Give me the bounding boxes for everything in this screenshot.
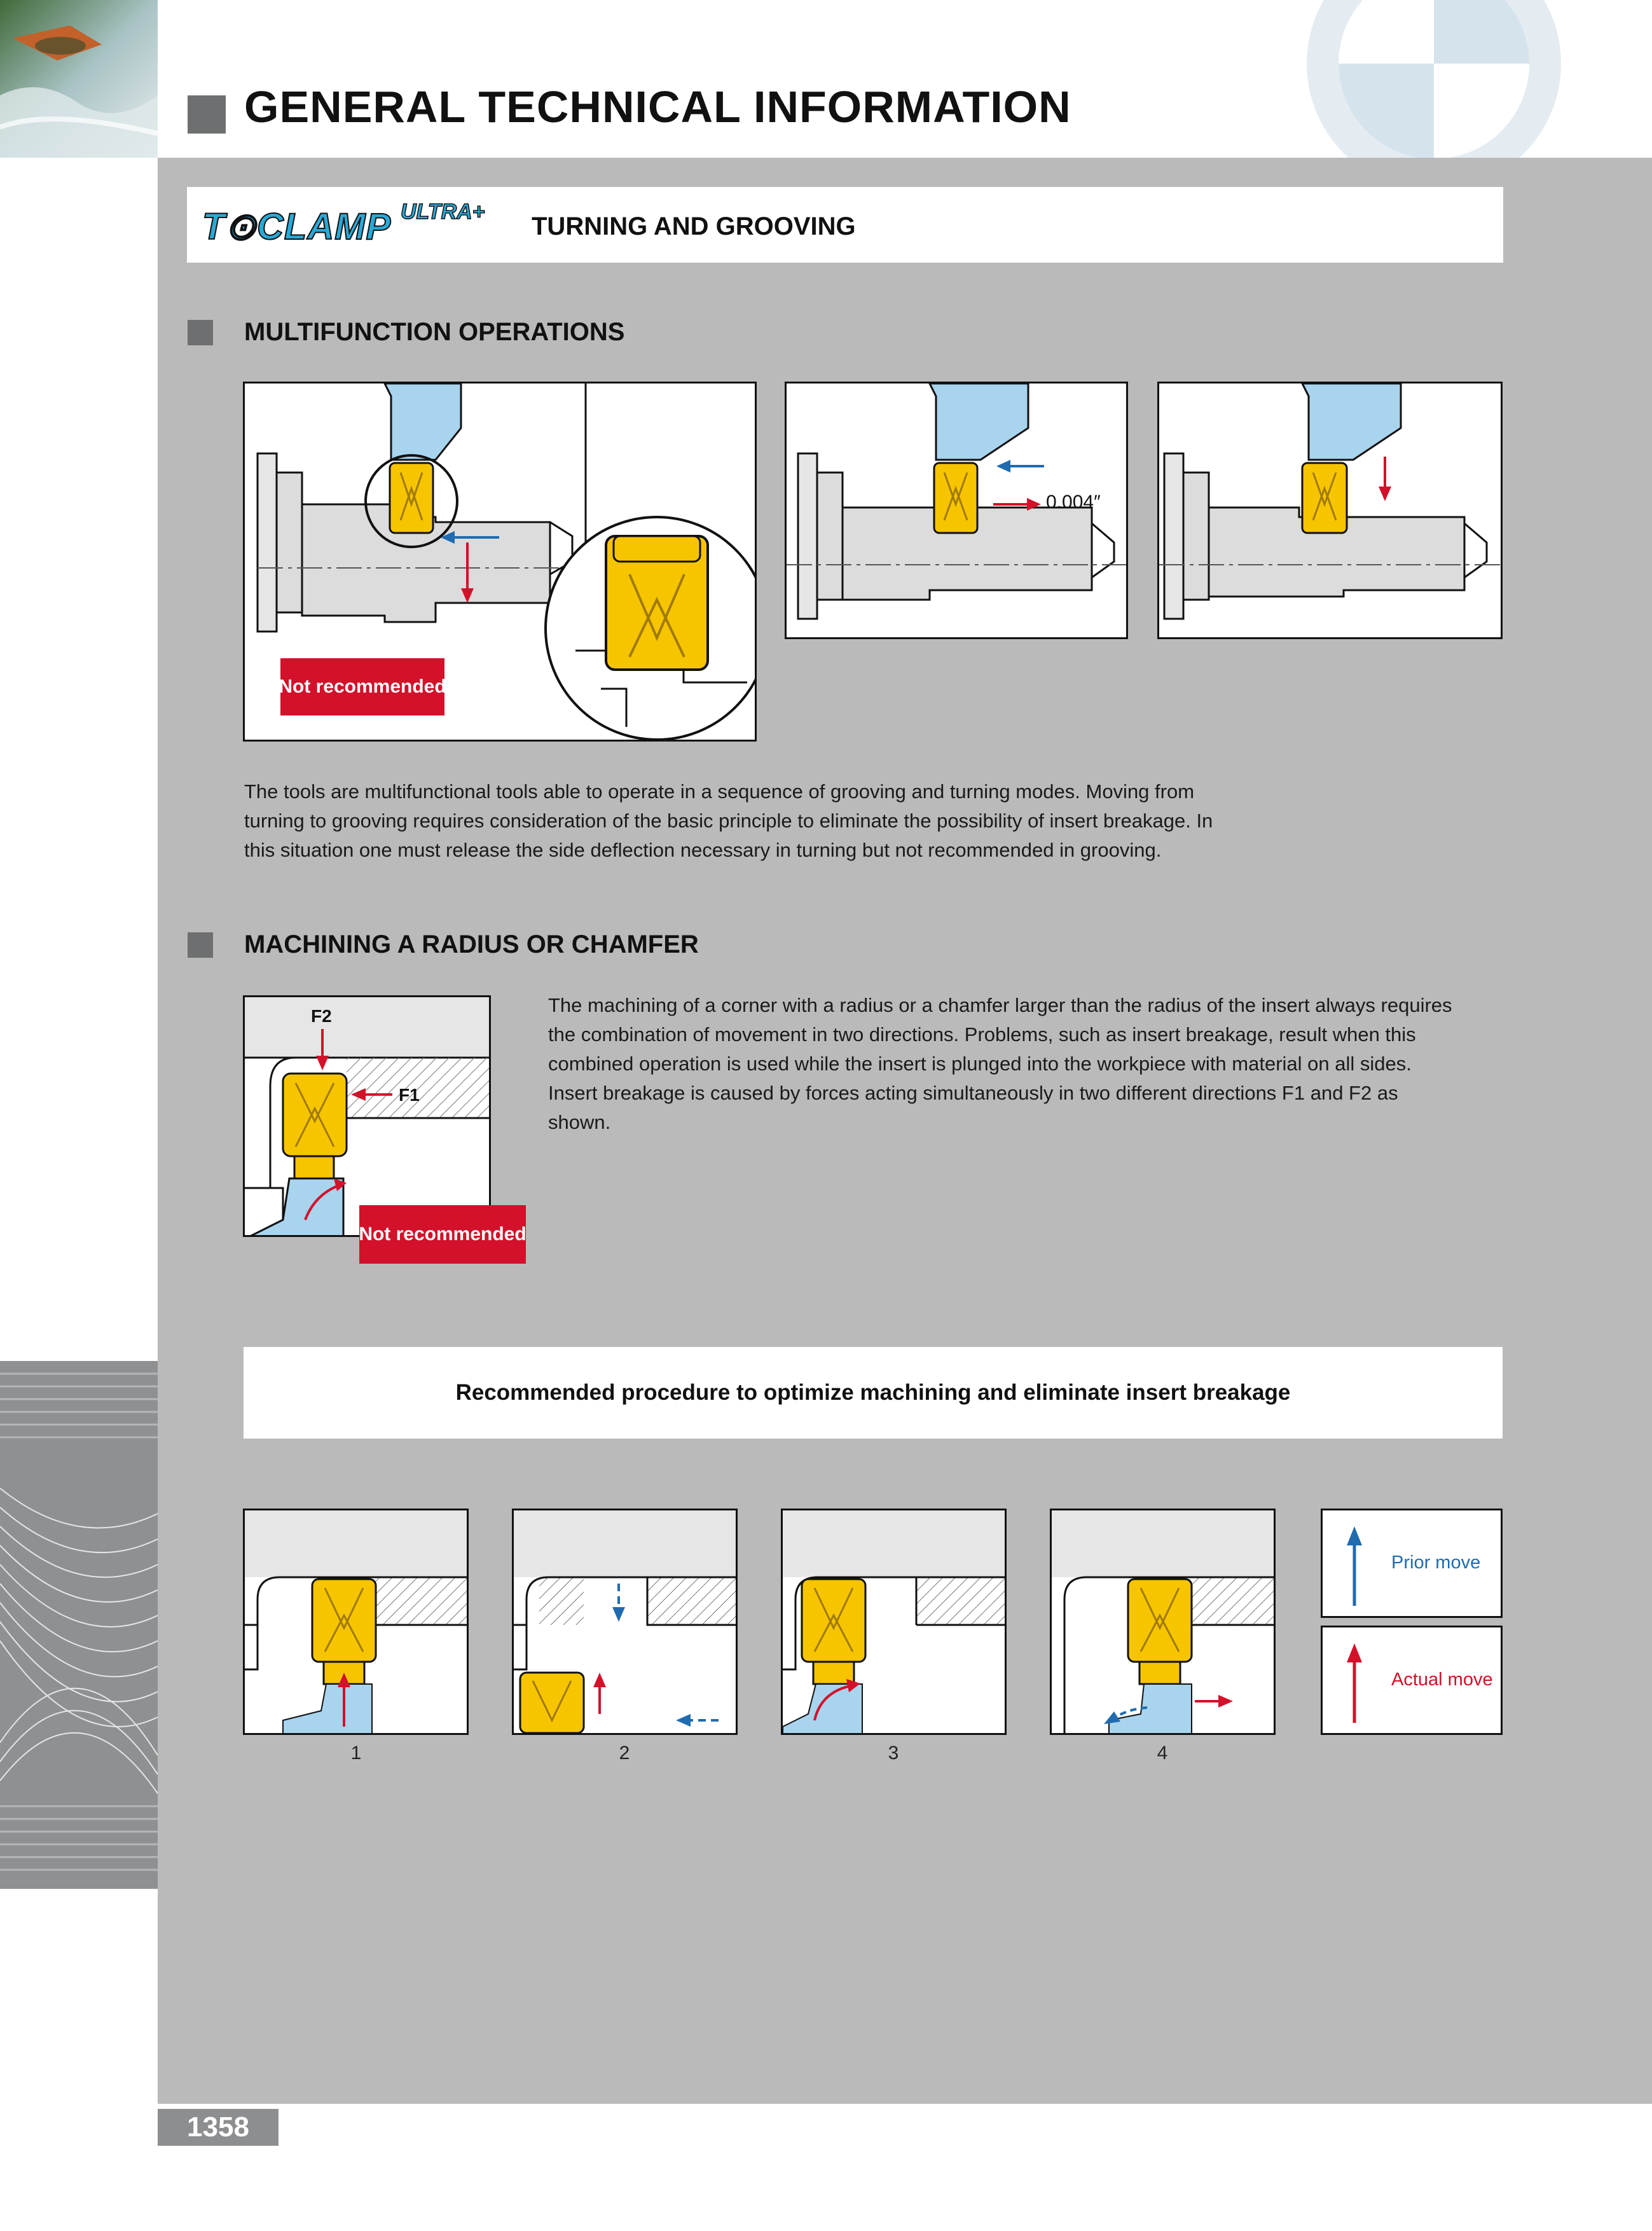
force-label-f1: F1 bbox=[399, 1085, 420, 1105]
step-number-4: 4 bbox=[1157, 1743, 1168, 1764]
step-number-1: 1 bbox=[350, 1743, 362, 1764]
force-label-f2: F2 bbox=[311, 1006, 332, 1026]
section-title-radius: MACHINING A RADIUS OR CHAMFER bbox=[244, 930, 699, 958]
not-recommended-badge: Not recommended bbox=[359, 1205, 526, 1264]
side-wave-graphic bbox=[0, 1361, 158, 1889]
legend-prior-label: Prior move bbox=[1391, 1552, 1481, 1573]
legend-actual-label: Actual move bbox=[1391, 1669, 1493, 1690]
section-title-multifunction: MULTIFUNCTION OPERATIONS bbox=[244, 318, 625, 346]
logo-superscript: ULTRA+ bbox=[401, 200, 485, 224]
section-square-marker bbox=[188, 320, 213, 345]
header-photo bbox=[0, 0, 158, 158]
banner-subtitle: TURNING AND GROOVING bbox=[532, 212, 856, 240]
paragraph-multifunction: The tools are multifunctional tools able to operate in a sequence of grooving and turning modes. Moving from turning to grooving requires consideration of the basic principle to eliminate the possibility of insert breakage. In this situation one must release the side deflection necessary in turning but not recommended in grooving. bbox=[244, 780, 1213, 861]
step-diagram-4 bbox=[1050, 1509, 1276, 1735]
legend-actual-move bbox=[1321, 1626, 1503, 1735]
step-number-3: 3 bbox=[888, 1743, 899, 1764]
recommended-procedure-banner bbox=[244, 1347, 1503, 1439]
section-square-marker bbox=[188, 932, 213, 958]
legend-prior-move bbox=[1321, 1509, 1503, 1618]
dimension-label: 0.004″ bbox=[1046, 492, 1101, 513]
not-recommended-badge: Not recommended bbox=[280, 658, 444, 715]
logo-text: T⊙CLAMP bbox=[202, 206, 392, 247]
step-number-2: 2 bbox=[619, 1743, 630, 1764]
header-ring-graphic bbox=[1291, 0, 1577, 158]
step-diagram-1 bbox=[243, 1509, 469, 1735]
page-title: GENERAL TECHNICAL INFORMATION bbox=[244, 82, 1071, 132]
diagram-radius-forces bbox=[243, 995, 491, 1237]
page-number: 1358 bbox=[158, 2109, 279, 2146]
diagram-grooving-plunge bbox=[1157, 382, 1503, 639]
step-diagram-3 bbox=[781, 1509, 1007, 1735]
diagram-turning-deflection bbox=[785, 382, 1128, 639]
product-banner bbox=[187, 187, 1503, 263]
toclamp-logo bbox=[202, 200, 533, 251]
step-diagram-2 bbox=[512, 1509, 738, 1735]
recommended-title: Recommended procedure to optimize machining and eliminate insert breakage bbox=[455, 1380, 1291, 1405]
title-square-marker bbox=[188, 95, 226, 134]
paragraph-radius: The machining of a corner with a radius or a chamfer larger than the radius of the insert always requires the combination of movement in two directions. Problems, such as insert breakage, result when this combined operation is used while the insert is plunged into the workpiece with material on all sides. Insert breakage is caused by forces acting simultaneously in two different directions F1 and F2 as shown. bbox=[548, 994, 1452, 1133]
diagram-grooving-not-recommended bbox=[243, 382, 757, 742]
